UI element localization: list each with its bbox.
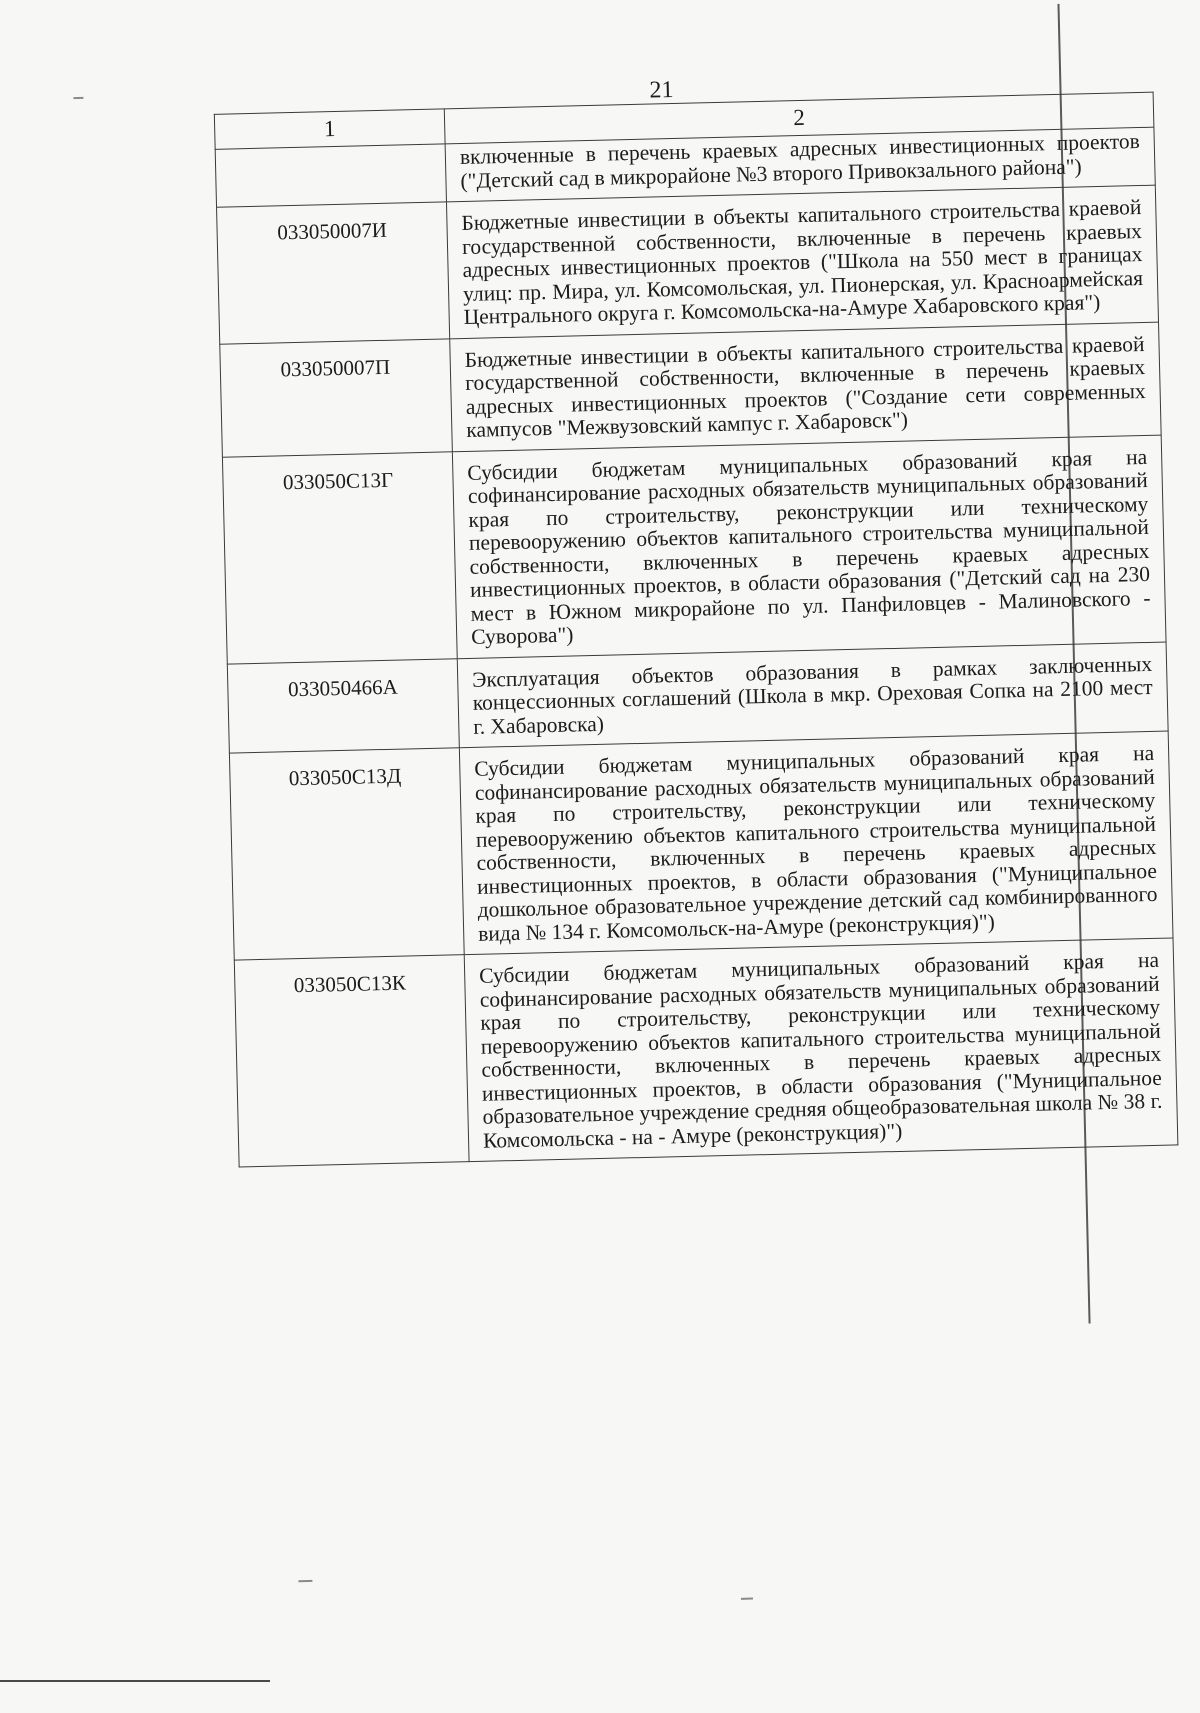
row-description: включенные в перечень краевых адресных инвестиционных проектов ("Детский сад в микрорайоне №3 второго Привокзального района") — [445, 127, 1155, 202]
budget-classification-table — [214, 92, 1179, 1168]
row-description: Субсидии бюджетам муниципальных образований края на софинансирование расходных обязательств муниципальных образований края по строительству, реконструкции или техническому перевооружению объектов капитального строительства муниципальной собственности, включенных в перечень краевых адресных инвестиционных проектов, в области образования ("Муниципальное дошкольное образовательное учреждение детский сад комбинированного вида № 134 г. Комсомольск-на-Амуре (реконструкция)") — [459, 731, 1173, 955]
table-row — [220, 322, 1161, 457]
scan-speck — [73, 97, 83, 99]
scan-speck — [741, 1598, 753, 1600]
row-description: Бюджетные инвестиции в объекты капитального строительства краевой государственной собственности, включенные в перечень краевых адресных инвестиционных проектов ("Школа на 550 мест в границах улиц: пр. Мира, ул. Комсомольская, ул. Пионерская, ул. Красноармейская Центрального округа г. Комсомольска-на-Амуре Хабаровского края") — [446, 185, 1158, 338]
row-code: 033050С13Г — [222, 451, 457, 663]
page-number: 21 — [649, 76, 674, 104]
row-code: 033050007П — [220, 338, 453, 456]
column-header-code: 1 — [214, 109, 445, 149]
footnote-rule — [0, 1680, 270, 1682]
table-row — [234, 938, 1178, 1167]
table-row — [222, 435, 1166, 664]
row-code — [215, 144, 446, 207]
row-description: Эксплуатация объектов образования в рамках заключенных концессионных соглашений (Школа в мкр. Ореховая Сопка на 2100 мест г. Хабаровска) — [457, 642, 1168, 748]
table-row — [217, 185, 1159, 344]
row-code: 033050466А — [227, 658, 459, 753]
column-header-description: 2 — [444, 92, 1154, 144]
scan-speck — [298, 1580, 312, 1582]
row-code: 033050С13К — [234, 955, 469, 1167]
row-code: 033050007И — [217, 202, 450, 344]
row-code: 033050С13Д — [229, 748, 464, 960]
table-row — [229, 731, 1173, 960]
row-description: Бюджетные инвестиции в объекты капитального строительства краевой государственной собственности, включенные в перечень краевых адресных инвестиционных проектов ("Создание сети современных кампусов "Межвузовский кампус г. Хабаровск") — [450, 322, 1161, 452]
row-description: Субсидии бюджетам муниципальных образований края на софинансирование расходных обязательств муниципальных образований края по строительству, реконструкции или техническому перевооружению объектов капитального строительства муниципальной собственности, включенных в перечень краевых адресных инвестиционных проектов, в области образования ("Детский сад на 230 мест в Южном микрорайоне по ул. Панфиловцев - Малиновского - Суворова") — [452, 435, 1166, 659]
row-description: Субсидии бюджетам муниципальных образований края на софинансирование расходных обязательств муниципальных образований края по строительству, реконструкции или техническому перевооружению объектов капитального строительства муниципальной собственности, включенных в перечень краевых адресных инвестиционных проектов, в области образования ("Муниципальное образовательное учреждение средняя общеобразовательная школа № 38 г. Комсомольска - на - Амуре (реконструкция)") — [464, 938, 1178, 1162]
